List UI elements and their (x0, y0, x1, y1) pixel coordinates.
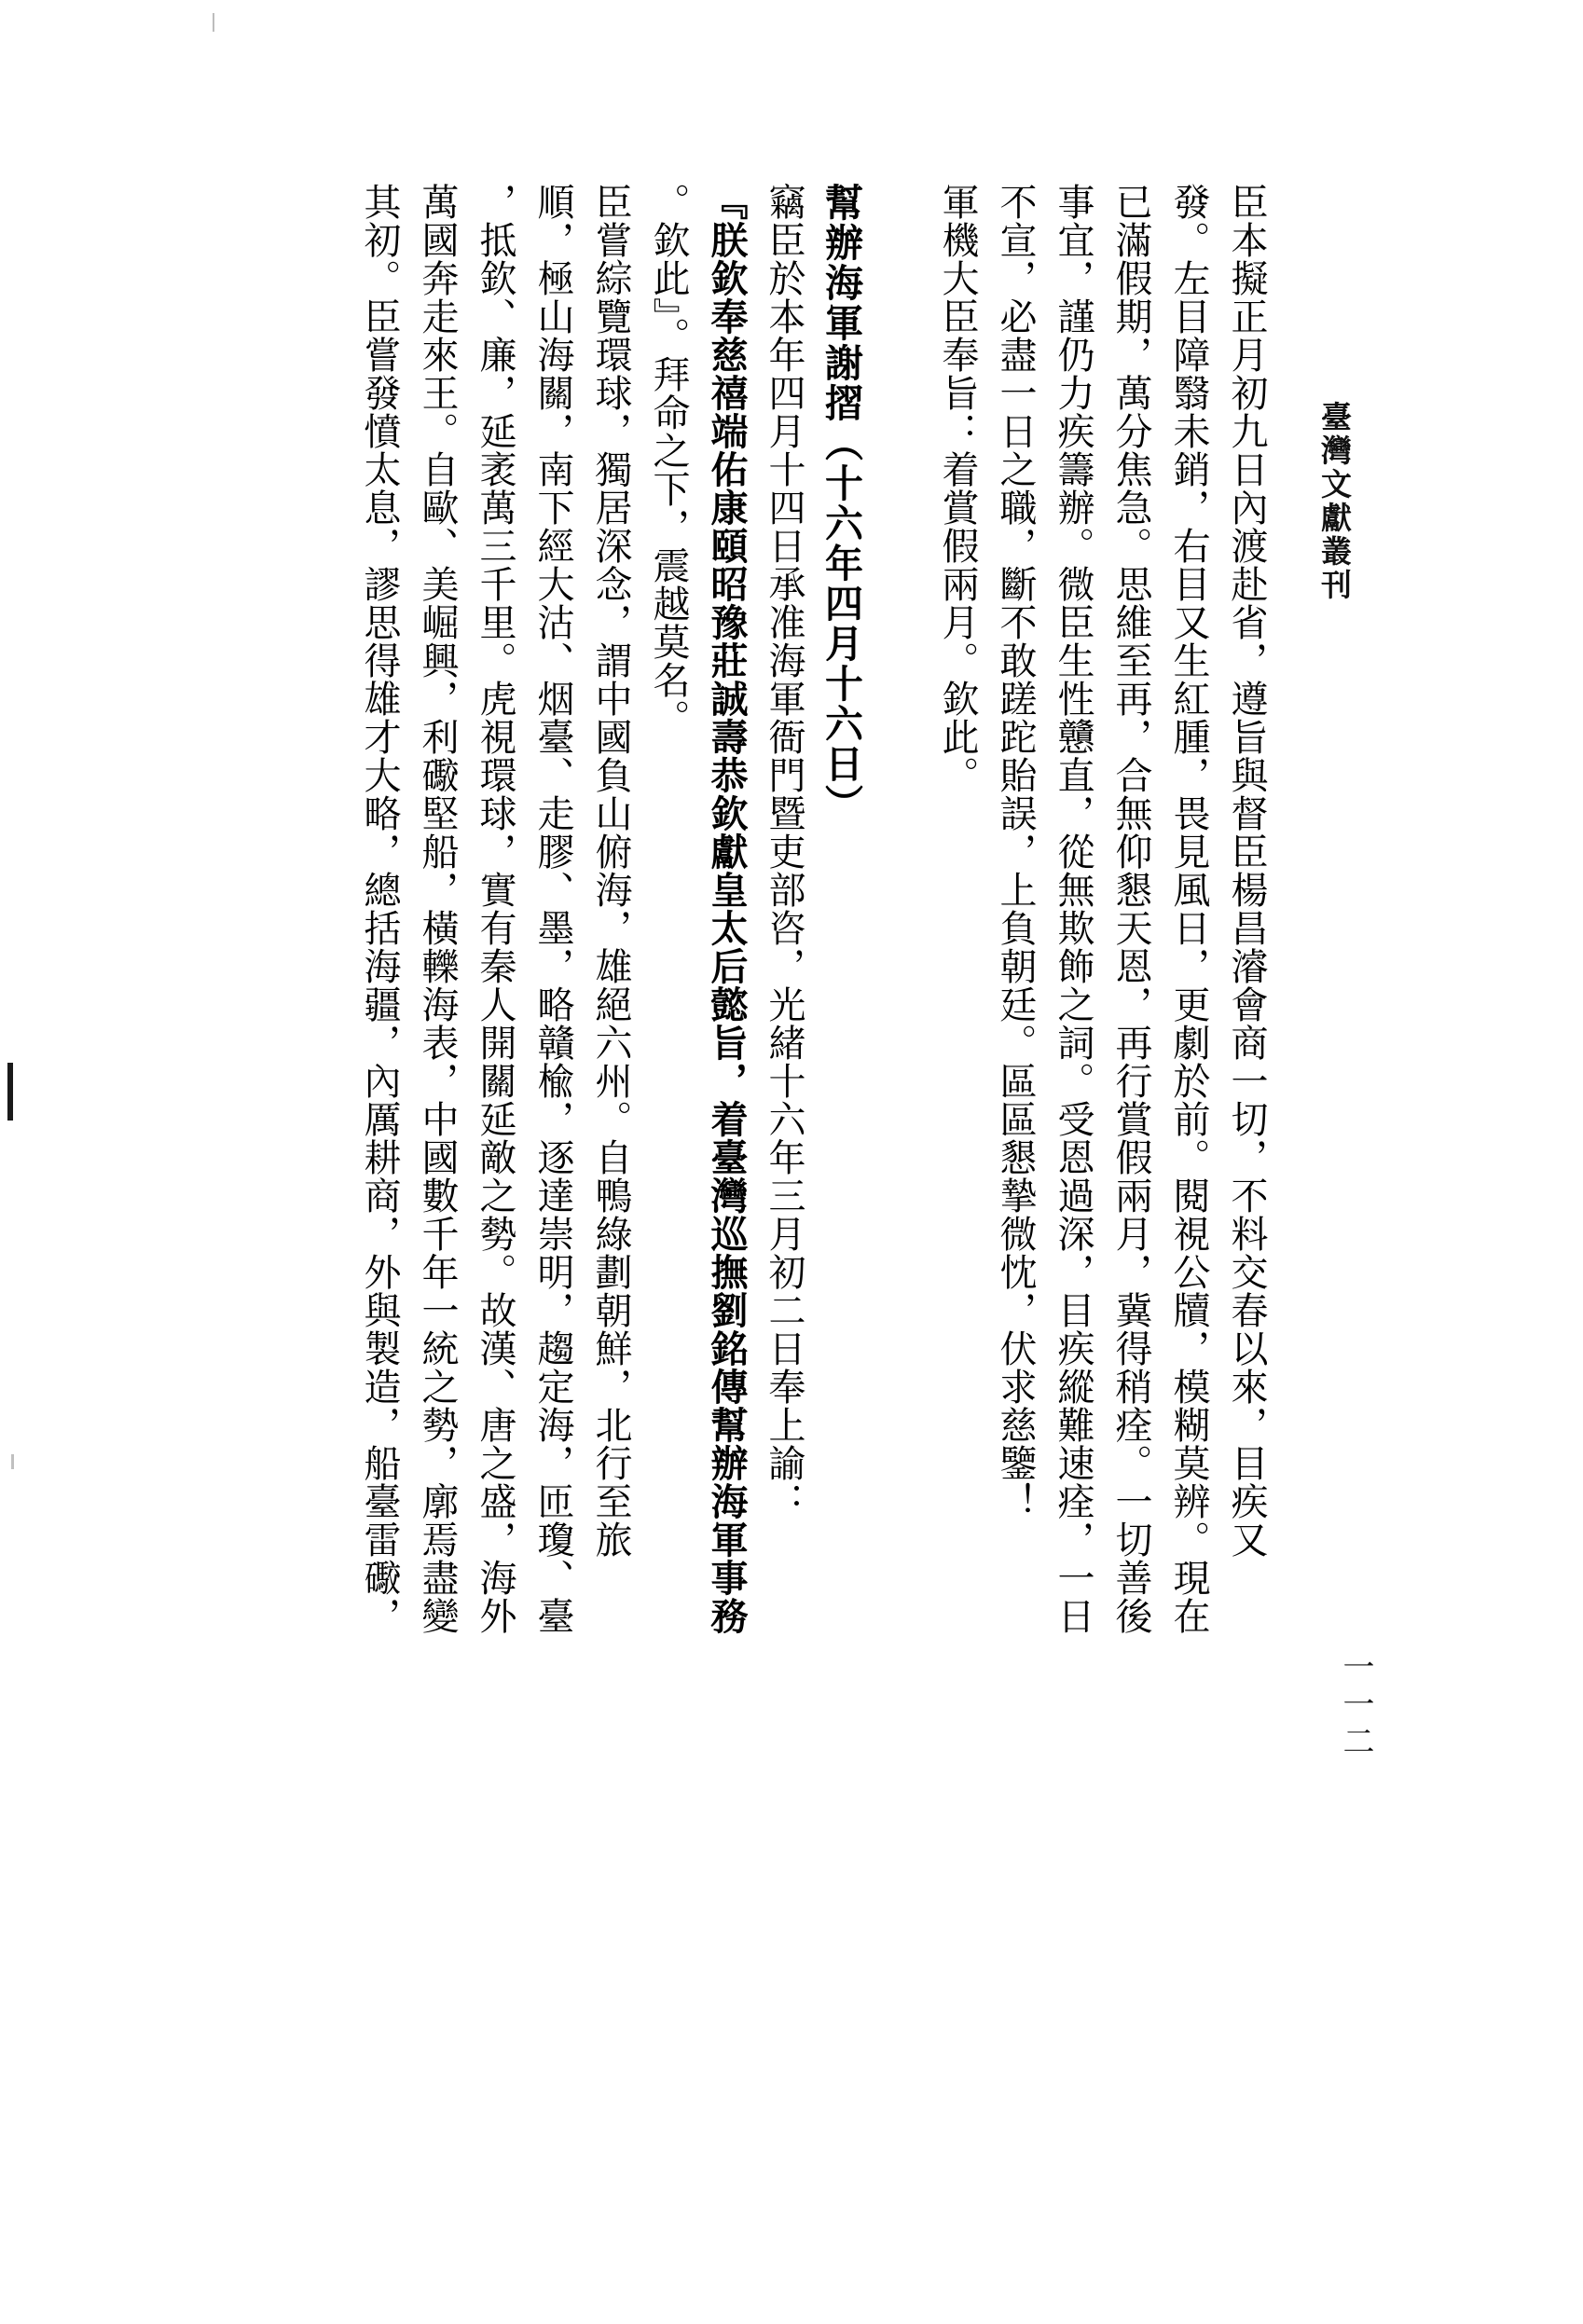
text-column-blank (868, 183, 926, 2196)
text-column: 發。左目障翳未銷，右目又生紅腫，畏見風日，更劇於前。閱視公牘，模糊莫辨。現在 (1167, 183, 1210, 1635)
text-column: 順，極山海關，南下經大沽、烟臺、走膠、墨，略贛楡，逐達崇明，趨定海，匝瓊、臺 (531, 183, 574, 1635)
text-column-edict: 『朕欽奉慈禧端佑康頤昭豫莊誠壽恭欽獻皇太后懿旨，着臺灣巡撫劉銘傳幫辦海軍事務 (705, 183, 748, 1635)
scan-artifact-left-edge (7, 1063, 13, 1121)
text-column: 不宣，必盡一日之職，斷不敢蹉跎貽誤，上負朝廷。區區懇摯微忱，伏求慈鑒！ (994, 183, 1037, 1520)
page-number: 一一二 (1337, 1650, 1374, 1762)
text-column: 竊臣於本年四月十四日承准海軍衙門暨吏部咨，光緒十六年三月初二日奉上諭： (763, 183, 805, 1520)
vertical-text-body (112, 183, 1273, 2215)
text-column: 萬國奔走來王。自歐、美崛興，利礮堅船，橫轢海表，中國數千年一統之勢，廓焉盡變 (416, 183, 459, 1635)
scan-artifact-left-edge-2 (11, 1454, 14, 1469)
text-column: 軍機大臣奉旨：着賞假兩月。欽此。 (936, 183, 979, 794)
text-column: 已滿假期，萬分焦急。思維至再，合無仰懇天恩，再行賞假兩月，冀得稍痊。一切善後 (1109, 183, 1152, 1635)
text-column: ，抵欽、廉，延袤萬三千里。虎視環球，實有秦人開關延敵之勢。故漢、唐之盛，海外 (474, 183, 516, 1635)
scan-artifact-top (213, 13, 214, 32)
text-column: 事宜，謹仍力疾籌辦。微臣生性戇直，從無欺飾之詞。受恩過深，目疾縱難速痊，一日 (1052, 183, 1094, 1635)
running-head-series-title: 臺灣文獻叢刊 (1316, 401, 1353, 602)
section-heading: 幫辦海軍謝摺（十六年四月十六日） (819, 183, 863, 824)
text-column: 其初。臣嘗發憤太息，謬思得雄才大略，總括海疆，內厲耕商，外與製造，船臺雷礮， (358, 183, 401, 1635)
text-column: 臣嘗綜覽環球，獨居深念，謂中國負山俯海，雄絕六州。自鴨綠劃朝鮮，北行至旅 (589, 183, 632, 1559)
text-column: 。欽此』。拜命之下，震越莫名。 (647, 183, 690, 737)
text-column: 臣本擬正月初九日內渡赴省，遵旨與督臣楊昌濬會商一切，不料交春以來，目疾又 (1225, 183, 1268, 1559)
